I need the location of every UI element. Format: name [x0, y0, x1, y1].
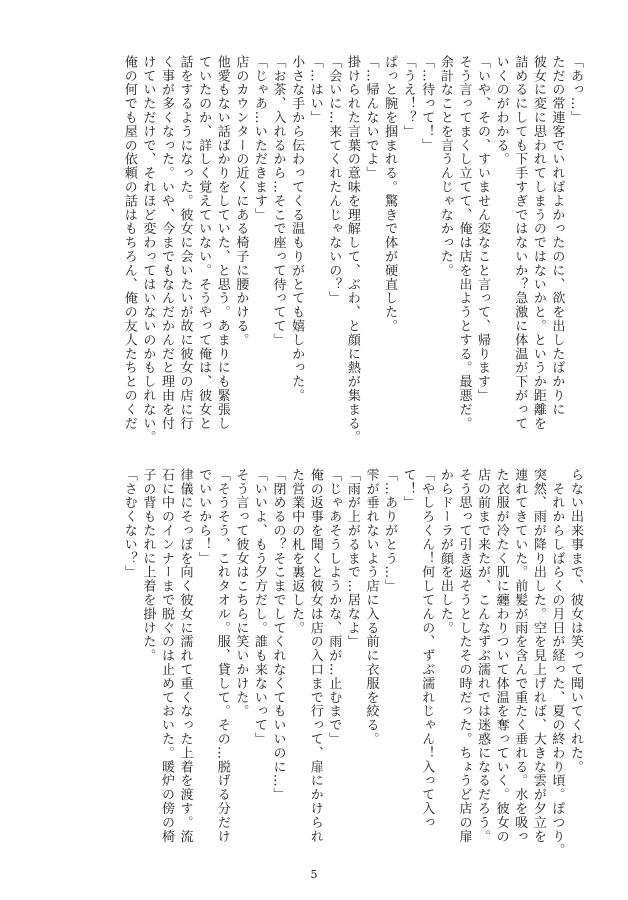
text-line: 「いや、その、すいません変なこと言って、帰ります」: [475, 55, 491, 403]
text-line: 「さむくない？」: [121, 468, 137, 580]
text-line: 「あっ…」: [568, 55, 583, 125]
text-line: 律儀にそっぽを向く彼女に濡れて重くなった上着を渡す。流: [177, 468, 193, 844]
text-line: 小さな手から伝わってくる温もりがとても嬉しかった。: [289, 55, 305, 403]
text-line: いくのがわかる。: [493, 55, 509, 167]
text-line: そう思って引き返そうとしたその時だった。ちょうど店の扉: [456, 468, 472, 844]
text-line: 話をするようになった。彼女に会いたいが故に彼女の店に行: [177, 55, 193, 431]
text-line: そう言ってまくし立てて、俺は店を出ようとする。最悪だ。: [456, 55, 472, 431]
page-number: 5: [310, 868, 318, 881]
text-line: それからしばらくの月日が経った、夏の終わり頃。ぽつり。: [549, 468, 565, 858]
text-line: 石に中のインナーまで脱ぐのは止めておいた。暖炉の傍の椅: [158, 468, 174, 844]
text-line: 「…待って！」: [419, 55, 435, 153]
upper-text-block: [56, 55, 584, 450]
text-line: 俺の何でも屋の依頼の話はもちろん、俺の友人たちとのくだ: [121, 55, 137, 431]
text-line: でいいから！」: [196, 468, 212, 566]
text-line: 俺の返事を聞くと彼女は店の入口まで行って、扉にかけられ: [307, 468, 323, 844]
text-line: 「閉めるの？そこまでしてくれなくてもいいのに…」: [270, 468, 286, 802]
text-line: た衣服が冷たく肌に纏わりついて体温を奪っていく。彼女の: [493, 468, 509, 844]
text-line: ていたのか、詳しく覚えていない。そうやって俺は、彼女と: [196, 55, 212, 431]
text-line: 子の背もたれに上着を掛けた。: [140, 468, 156, 663]
text-line: 「いいよ、もう夕方だし。誰も来ないって」: [251, 468, 267, 746]
text-line: 「…はい」: [307, 55, 323, 125]
text-line: 「雨が上がるまで…居なよ」: [344, 468, 360, 649]
text-line: く事が多くなった。いや、今までもなんだかんだと理由を付: [158, 55, 174, 431]
text-line: 「そうそう、これタオル。服、貸して。その…脱げる分だけ: [214, 468, 230, 844]
text-line: 「…ありがとう…」: [382, 468, 398, 594]
text-line: 他愛もない話ばかりをしていた、と思う。あまりにも緊張し: [214, 55, 230, 431]
text-line: 余計なことを言うんじゃなかった。: [437, 55, 453, 278]
lower-text-block: [56, 468, 584, 858]
text-line: からドーラが顔を出した。: [437, 468, 453, 635]
text-line: 「…帰んないでよ」: [363, 55, 379, 181]
text-line: ぱっと腕を掴まれる。驚きで体が硬直した。: [382, 55, 398, 333]
text-line: 掛けられた言葉の意味を理解して、ぶわ、と顔に熱が集まる。: [344, 55, 360, 445]
text-line: けていただけで、それほど変わってはいないのかもしれない。: [140, 55, 156, 445]
text-line: 彼女に変に思われてしまうのではないかと。というか距離を: [530, 55, 546, 431]
text-line: 「会いに…来てくれたんじゃないの？」: [326, 55, 342, 306]
text-line: ただの常連客でいればよかったのに、欲を出したばかりに: [549, 55, 565, 417]
text-line: 「うえ！？」: [400, 55, 416, 139]
text-line: 連れてきていた。前髪が雨を含んで重たく垂れる。水を吸っ: [512, 468, 528, 844]
text-line: て！」: [400, 468, 416, 510]
text-line: 「やしろくん！何してんの、ずぶ濡れじゃん！入って入っ: [419, 468, 435, 830]
text-line: 「じゃあ…いただきます」: [251, 55, 267, 222]
text-line: 「お茶、入れるから…そこで座って待ってて」: [270, 55, 286, 347]
text-line: 雫が垂れないよう店に入る前に衣服を絞る。: [363, 468, 379, 746]
text-line: 突然、雨が降り出した。空を見上げれば、大きな雲が夕立を: [530, 468, 546, 844]
text-line: た営業中の札を裏返した。: [289, 468, 305, 635]
text-line: 詰めるにしても下手すぎではないか？急激に体温が下がって: [512, 55, 528, 431]
text-line: 「じゃあそうしようかな、雨が…止むまで」: [326, 468, 342, 746]
text-line: そう言って彼女はこちらに笑いかけた。: [233, 468, 249, 719]
text-line: 店のカウンターの近くにある椅子に腰かける。: [233, 55, 249, 347]
text-line: 店の前まで来たが、こんなずぶ濡れでは迷惑になるだろう。: [475, 468, 491, 844]
text-line: らない出来事まで、彼女は笑って聞いてくれた。: [568, 468, 583, 774]
